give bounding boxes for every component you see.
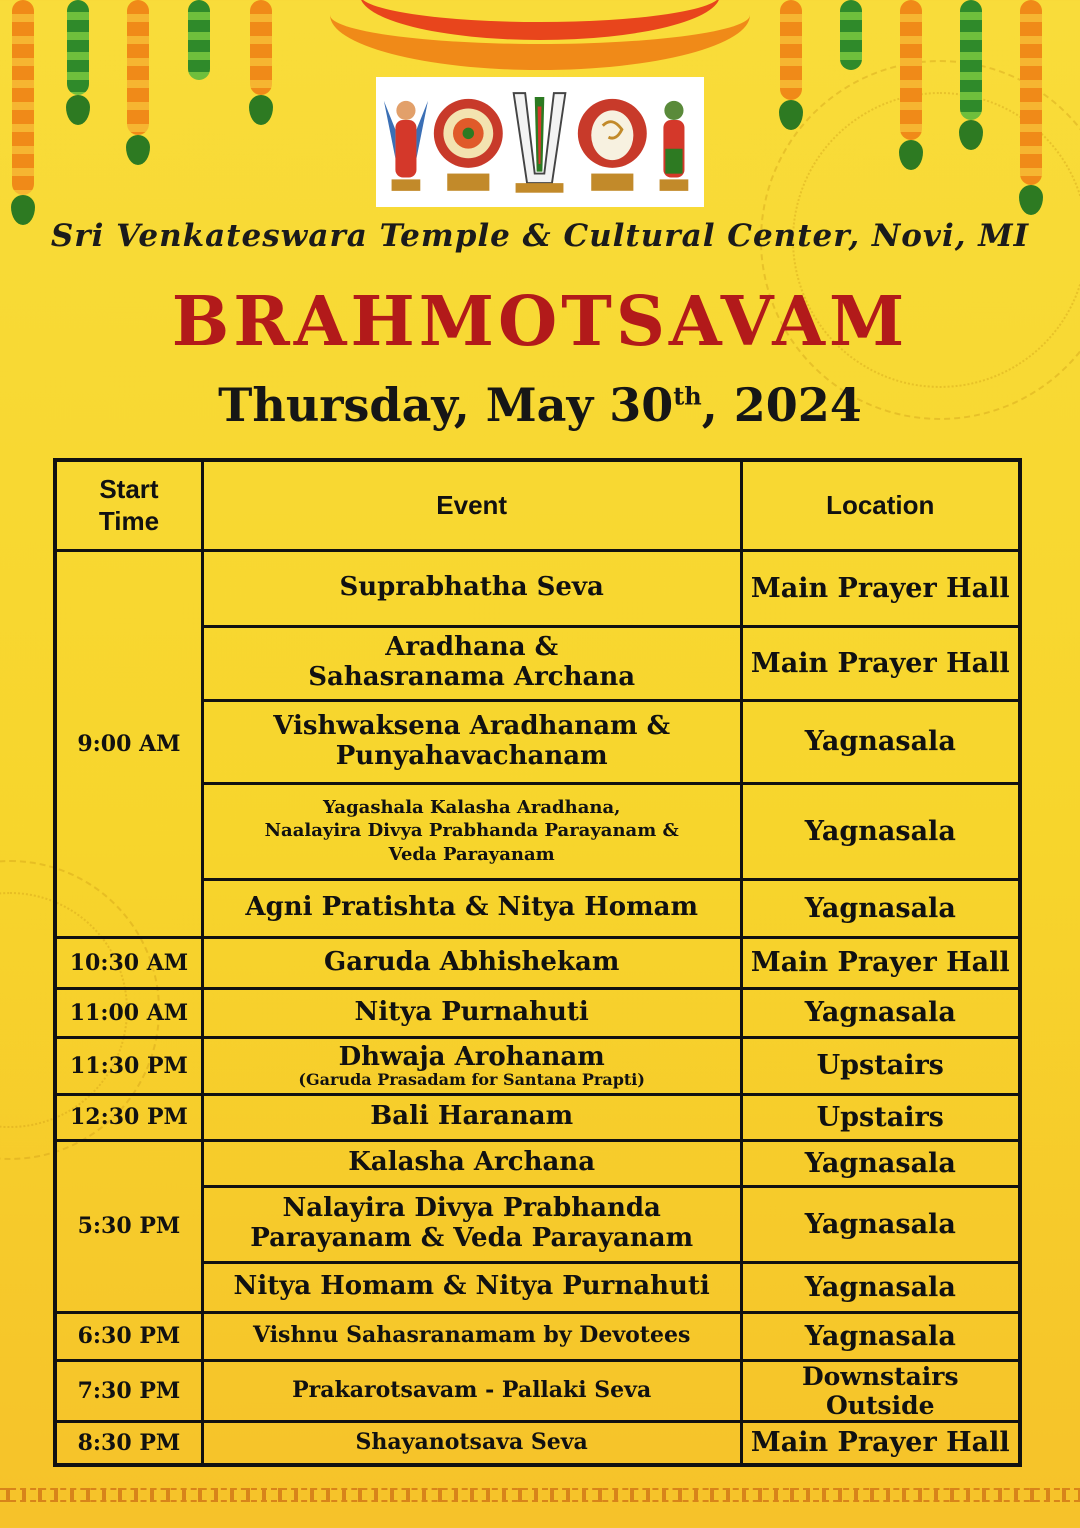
date-year: , 2024 [701,378,862,432]
location-cell: Upstairs [741,1037,1020,1094]
table-row [55,937,1020,988]
location-cell: Main Prayer Hall [741,937,1020,988]
leaf-garland [958,0,984,150]
location-cell: Yagnasala [741,1262,1020,1312]
festival-title: BRAHMOTSAVAM [171,282,909,362]
location-cell: Main Prayer Hall [741,550,1020,626]
location-cell: Main Prayer Hall [741,626,1020,700]
header-event: Event [202,460,741,550]
start-time-cell: 12:30 PM [55,1094,202,1140]
event-line: Veda Parayanam [388,843,555,865]
table-row [55,988,1020,1037]
hanuman-figure-icon [650,89,698,197]
marigold-garland [248,0,274,125]
header-location: Location [741,460,1020,550]
location-cell: Yagnasala [741,700,1020,783]
event-cell: Agni Pratishta & Nitya Homam [202,879,741,937]
start-time-cell: 11:00 AM [55,988,202,1037]
location-cell: Yagnasala [741,988,1020,1037]
marigold-garland [898,0,924,170]
event-cell [202,700,741,783]
temple-logo [376,77,704,207]
header-start-line1: Start [99,473,159,504]
start-time-cell: 7:30 PM [55,1360,202,1421]
location-cell: Yagnasala [741,1140,1020,1186]
table-row [55,1140,1020,1186]
event-line: Parayanam & Veda Parayanam [250,1223,694,1253]
event-line: Punyahavachanam [335,740,608,771]
event-cell: Suprabhatha Seva [202,550,741,626]
start-time-cell: 8:30 PM [55,1421,202,1465]
event-line: Yagashala Kalasha Aradhana, [322,796,621,818]
sudarshana-chakra-icon [430,85,507,197]
leaf-garland [186,0,212,80]
location-cell: Upstairs [741,1094,1020,1140]
decorative-bottom-border [0,1488,1080,1502]
table-header-row [55,460,1020,550]
event-cell: Garuda Abhishekam [202,937,741,988]
event-cell: Bali Haranam [202,1094,741,1140]
event-cell [202,783,741,879]
event-cell: Shayanotsava Seva [202,1421,741,1465]
table-row [55,1360,1020,1421]
namam-icon [506,85,573,197]
start-time-cell: 11:30 PM [55,1037,202,1094]
location-cell: Yagnasala [741,1186,1020,1262]
location-cell: Main Prayer Hall [741,1421,1020,1465]
start-time-cell: 10:30 AM [55,937,202,988]
start-time-cell: 9:00 AM [55,550,202,937]
event-cell [202,1186,741,1262]
leaf-garland [65,0,91,125]
garuda-figure-icon [382,89,430,197]
header-start-line2: Time [98,506,160,537]
date-main: Thursday, May 30 [218,378,674,432]
event-cell: Nitya Purnahuti [202,988,741,1037]
header-start-time [55,460,202,550]
event-cell: Nitya Homam & Nitya Purnahuti [202,1262,741,1312]
event-line: Dhwaja Arohanam [338,1041,605,1072]
event-line: Naalayira Divya Prabhanda Parayanam & [264,820,679,842]
location-cell: Downstairs Outside [741,1360,1020,1421]
marigold-garland [10,0,36,225]
start-time-cell: 5:30 PM [55,1140,202,1312]
start-time-cell: 6:30 PM [55,1312,202,1360]
location-cell: Yagnasala [741,1312,1020,1360]
event-cell: Vishnu Sahasranamam by Devotees [202,1312,741,1360]
event-cell [202,626,741,700]
event-line: Aradhana & [385,632,559,663]
marigold-garland [125,0,151,165]
event-line: Nalayira Divya Prabhanda [282,1193,661,1224]
shankha-icon [574,85,651,197]
event-date [0,378,1080,432]
organization-name: Sri Venkateswara Temple & Cultural Center, Novi, MI [50,218,1030,254]
table-row [55,550,1020,626]
event-line: Sahasranama Archana [308,662,636,692]
date-ordinal: th [673,381,702,411]
marigold-garland [778,0,804,130]
schedule-table [53,458,1022,1467]
event-cell: Kalasha Archana [202,1140,741,1186]
event-cell: Prakarotsavam - Pallaki Seva [202,1360,741,1421]
leaf-garland [838,0,864,70]
table-row [55,1094,1020,1140]
table-row [55,1037,1020,1094]
table-row [55,1421,1020,1465]
table-row [55,1312,1020,1360]
marigold-garland [1018,0,1044,215]
event-cell [202,1037,741,1094]
location-cell: Yagnasala [741,783,1020,879]
event-subtitle: (Garuda Prasadam for Santana Prapti) [298,1070,645,1090]
event-line: Vishwaksena Aradhanam & [273,710,671,741]
location-cell: Yagnasala [741,879,1020,937]
